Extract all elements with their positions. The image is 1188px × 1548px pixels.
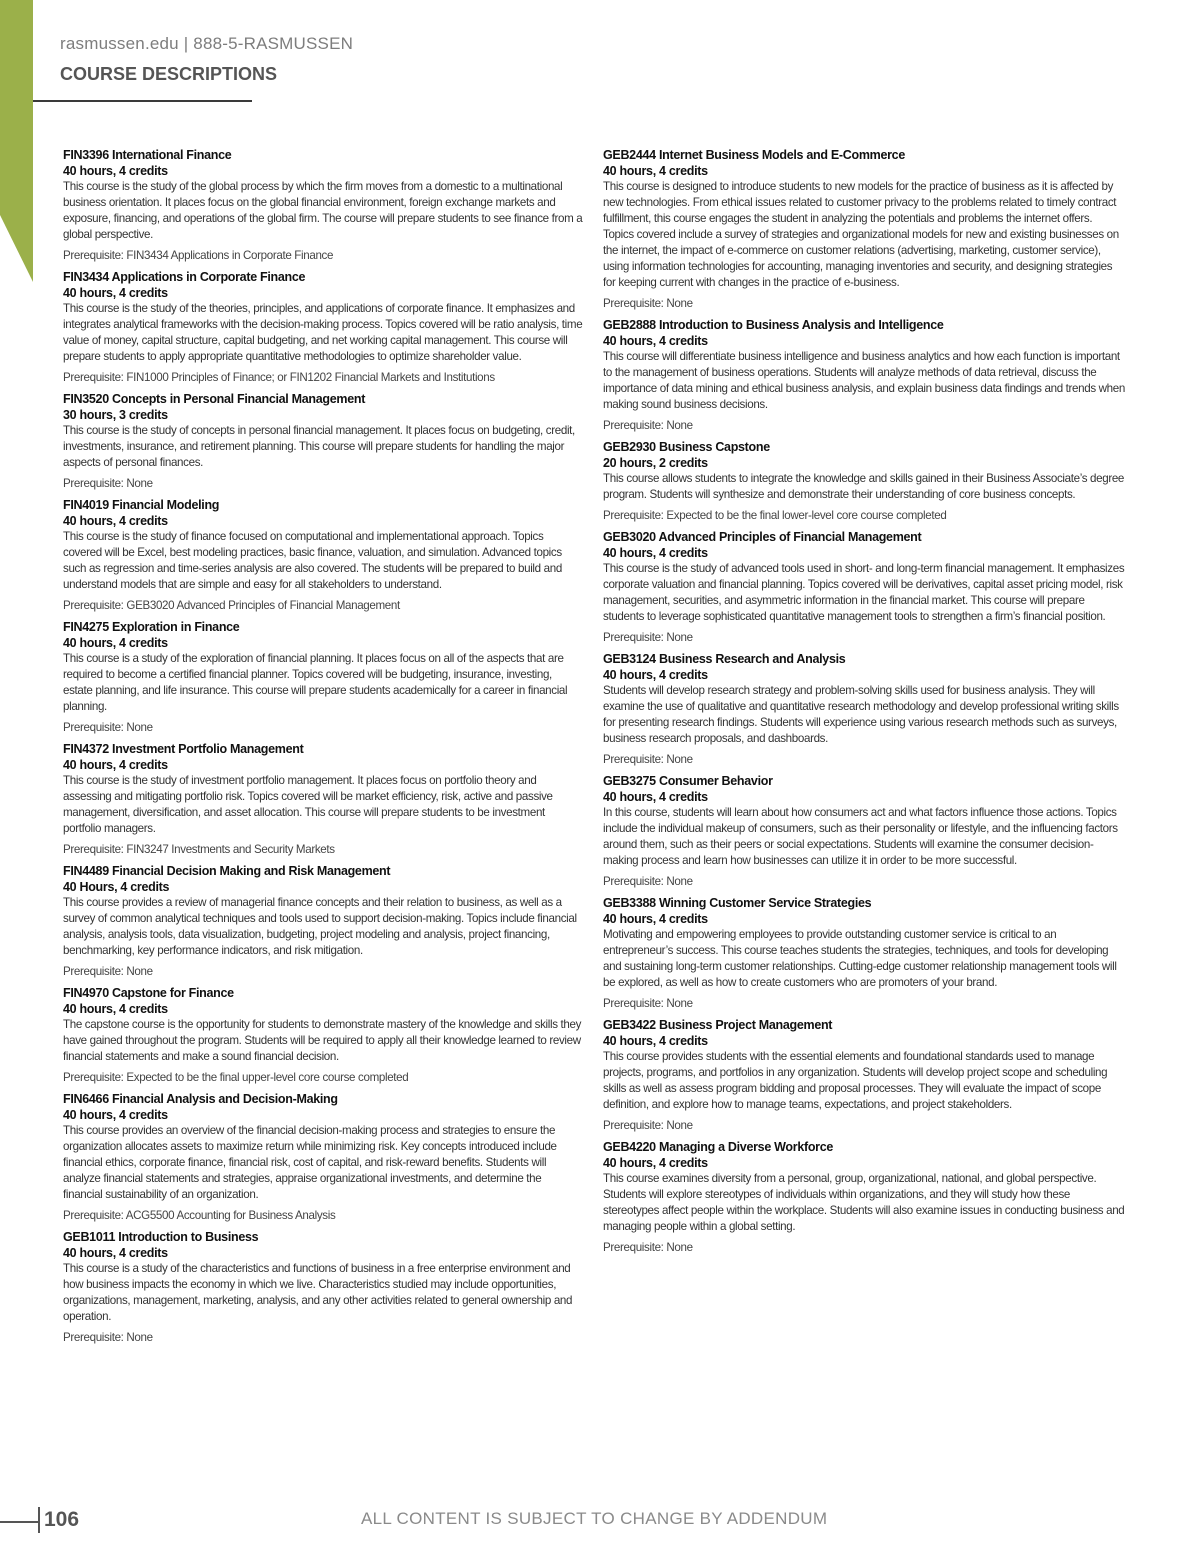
- course-hours: 40 hours, 4 credits: [63, 1002, 168, 1016]
- course-description: Students will develop research strategy and problem-solving skills used for business analysis. They will examine the use of qualitative and quantitative research methodology and develop professional writing skills for presenting research findings. Students will experience using various research methods such as surveys, business research proposals, and dashboards.: [603, 684, 1119, 745]
- course-description: This course is a study of the characteristics and functions of business in a free enterprise environment and how business impacts the economy in which we live. Characteristics studied may include opportunities, organizations, management, marketing, analysis, and any other activities related to general ownership and operation.: [63, 1262, 573, 1323]
- course-prerequisite: Prerequisite: Expected to be the final upper-level core course completed: [63, 1071, 409, 1084]
- course-entry: [63, 147, 583, 264]
- page-number: 106: [38, 1507, 79, 1533]
- course-entry: [603, 439, 1125, 524]
- course-title: GEB3388 Winning Customer Service Strategies: [603, 896, 872, 910]
- course-entry: [603, 147, 1125, 312]
- course-prerequisite: Prerequisite: None: [63, 477, 153, 490]
- right-column: [603, 147, 1125, 1261]
- course-title: GEB2888 Introduction to Business Analysis and Intelligence: [603, 318, 944, 332]
- header-divider: [33, 100, 252, 102]
- course-entry: [63, 269, 583, 386]
- course-title: GEB2444 Internet Business Models and E-Commerce: [603, 148, 905, 162]
- course-description: This course is the study of the global process by which the firm moves from a domestic to a multinational business orientation. It places focus on the global financial environment, foreign exchange markets and exposure, financing, and operations of the global firm. The course will prepare students to see finance from a global perspective.: [63, 180, 583, 241]
- course-prerequisite: Prerequisite: ACG5500 Accounting for Business Analysis: [63, 1209, 336, 1222]
- course-title: GEB1011 Introduction to Business: [63, 1230, 259, 1244]
- footer-note: ALL CONTENT IS SUBJECT TO CHANGE BY ADDENDUM: [361, 1509, 828, 1528]
- course-prerequisite: Prerequisite: None: [603, 875, 693, 888]
- course-title: FIN4489 Financial Decision Making and Risk Management: [63, 864, 391, 878]
- course-hours: 40 hours, 4 credits: [63, 636, 168, 650]
- course-entry: [603, 773, 1125, 890]
- course-prerequisite: Prerequisite: None: [63, 1331, 153, 1344]
- course-entry: [63, 391, 583, 492]
- course-title: FIN4970 Capstone for Finance: [63, 986, 234, 1000]
- course-prerequisite: Prerequisite: None: [603, 631, 693, 644]
- course-hours: 40 hours, 4 credits: [63, 1246, 168, 1260]
- course-entry: [63, 985, 583, 1086]
- course-description: This course is the study of advanced tools used in short- and long-term financial management. It emphasizes corporate valuation and financial planning. Topics covered will be derivatives, capital asset pricing model, risk management, securities, and asymmetric information in the financial market. This course will prepare students to leverage sophisticated quantitative management tools to strengthen a firm’s financial position.: [603, 562, 1125, 623]
- course-title: FIN3396 International Finance: [63, 148, 232, 162]
- page-title: COURSE DESCRIPTIONS: [60, 64, 278, 84]
- course-prerequisite: Prerequisite: Expected to be the final lower-level core course completed: [603, 509, 947, 522]
- course-description: This course provides an overview of the financial decision-making process and strategies to ensure the organization allocates assets to maximize return while minimizing risk. Key concepts introduced include financial ethics, corporate finance, financial risk, cost of capital, and risk-reward benefits. Students will analyze financial statements and strategies, appraise organizational investments, and determine the financial sustainability of an organization.: [63, 1124, 557, 1201]
- course-entry: [63, 1091, 583, 1224]
- site-contact-line: rasmussen.edu | 888-5-RASMUSSEN: [60, 34, 354, 53]
- course-hours: 40 hours, 4 credits: [603, 668, 708, 682]
- course-hours: 40 hours, 4 credits: [603, 912, 708, 926]
- course-entry: [603, 317, 1125, 434]
- course-entry: [603, 529, 1125, 646]
- course-entry: [63, 619, 583, 736]
- course-title: GEB3124 Business Research and Analysis: [603, 652, 846, 666]
- course-description: This course examines diversity from a personal, group, organizational, national, and global perspective. Students will explore stereotypes of individuals within organizations, and they will study how these stereotypes affect people within the workplace. Students will also examine issues in conducting business and managing people within a global setting.: [603, 1172, 1125, 1233]
- course-hours: 40 hours, 4 credits: [63, 164, 168, 178]
- course-hours: 40 hours, 4 credits: [63, 758, 168, 772]
- course-entry: [603, 1139, 1125, 1256]
- course-hours: 40 hours, 4 credits: [603, 546, 708, 560]
- course-prerequisite: Prerequisite: None: [603, 1241, 693, 1254]
- course-hours: 40 hours, 4 credits: [603, 790, 708, 804]
- course-hours: 40 hours, 4 credits: [63, 1108, 168, 1122]
- course-prerequisite: Prerequisite: FIN3434 Applications in Corporate Finance: [63, 249, 334, 262]
- course-description: This course provides students with the essential elements and foundational standards used to manage projects, programs, and portfolios in any organization. Students will develop project scope and scheduling skills as well as assess program bidding and proposal processes. They will evaluate the impact of scope definition, and explore how to manage teams, expectations, and project stakeholders.: [603, 1050, 1108, 1111]
- course-prerequisite: Prerequisite: None: [63, 721, 153, 734]
- course-prerequisite: Prerequisite: None: [603, 297, 693, 310]
- course-prerequisite: Prerequisite: None: [603, 753, 693, 766]
- course-hours: 20 hours, 2 credits: [603, 456, 708, 470]
- course-prerequisite: Prerequisite: None: [63, 965, 153, 978]
- course-hours: 40 hours, 4 credits: [603, 1034, 708, 1048]
- course-description: In this course, students will learn about how consumers act and what factors influence those actions. Topics include the individual makeup of consumers, such as their personality or lifestyle, and the influencing factors around them, such as their peers or social expectations. Students will examine the consumer decision-making process and learn how businesses can utilize it in order to be more successful.: [603, 806, 1118, 867]
- course-description: Motivating and empowering employees to provide outstanding customer service is critical to an entrepreneur’s success. This course teaches students the strategies, techniques, and tools for developing and sustaining long-term customer relationships. Cutting-edge customer relationship management tools will be explored, as well as how to create customers who are promoters of your brand.: [603, 928, 1117, 989]
- course-hours: 40 hours, 4 credits: [63, 286, 168, 300]
- course-title: FIN4372 Investment Portfolio Management: [63, 742, 304, 756]
- course-prerequisite: Prerequisite: FIN1000 Principles of Finance; or FIN1202 Financial Markets and Institutions: [63, 371, 495, 384]
- course-hours: 40 Hours, 4 credits: [63, 880, 170, 894]
- course-hours: 40 hours, 4 credits: [603, 334, 708, 348]
- course-entry: [603, 895, 1125, 1012]
- course-description: This course is the study of finance focused on computational and implementational approach. Topics covered will be Excel, best modeling practices, basic finance, valuation, and simulation. Advanced topics such as regression and time-series analysis are also covered. The students will be prepared to build and understand models that are simple and easy for all stakeholders to understand.: [63, 530, 562, 591]
- course-title: GEB2930 Business Capstone: [603, 440, 770, 454]
- left-column: [63, 147, 583, 1351]
- course-description: This course is the study of the theories, principles, and applications of corporate finance. It emphasizes and integrates analytical frameworks with the decision-making process. Topics covered will be ratio analysis, time value of money, capital structure, capital budgeting, and net working capital management. This course will prepare students to apply appropriate quantitative methodologies to optimize shareholder value.: [63, 302, 583, 363]
- course-description: This course allows students to integrate the knowledge and skills gained in their Business Associate’s degree program. Students will synthesize and demonstrate their understanding of core business concepts.: [603, 472, 1125, 501]
- course-hours: 40 hours, 4 credits: [63, 514, 168, 528]
- course-title: GEB4220 Managing a Diverse Workforce: [603, 1140, 834, 1154]
- course-entry: [63, 863, 583, 980]
- course-description: This course is designed to introduce students to new models for the practice of business as it is affected by new technologies. From ethical issues related to customer privacy to the problems related to timely contract fulfillment, this course engages the student in analyzing the potentials and problems the internet offers. Topics covered include a survey of strategies and organizational models for new and existing businesses on the internet, the impact of e-commerce on customer relations (advertising, marketing, customer service), using information technologies for accounting, managing inventories and security, and designing strategies for keeping current with changes in the practice of e-business.: [603, 180, 1119, 289]
- course-title: FIN6466 Financial Analysis and Decision-Making: [63, 1092, 338, 1106]
- course-hours: 30 hours, 3 credits: [63, 408, 168, 422]
- course-hours: 40 hours, 4 credits: [603, 164, 708, 178]
- course-description: This course provides a review of managerial finance concepts and their relation to business, as well as a survey of common analytical techniques and tools used to support decision-making. Topics include financial analysis, analysis tools, data visualization, budgeting, project modeling and analysis, project financing, benchmarking, key performance indicators, and risk mitigation.: [63, 896, 577, 957]
- course-prerequisite: Prerequisite: None: [603, 997, 693, 1010]
- course-entry: [63, 497, 583, 614]
- course-description: This course is the study of investment portfolio management. It places focus on portfolio theory and assessing and mitigating portfolio risk. Topics covered will be market efficiency, risk, active and passive management, diversification, and asset allocation. This course will prepare students to be investment portfolio managers.: [63, 774, 553, 835]
- course-prerequisite: Prerequisite: None: [603, 419, 693, 432]
- course-title: FIN3434 Applications in Corporate Finance: [63, 270, 306, 284]
- course-description: The capstone course is the opportunity for students to demonstrate mastery of the knowledge and skills they have gained throughout the program. Students will be required to apply all their knowledge learned to review financial statements and make a sound financial decision.: [63, 1018, 582, 1063]
- course-title: GEB3275 Consumer Behavior: [603, 774, 773, 788]
- course-description: This course is a study of the exploration of financial planning. It places focus on all of the aspects that are required to become a certified financial planner. Topics covered will be budgeting, insurance, investing, estate planning, and life insurance. This course will prepare students academically for a career in financial planning.: [63, 652, 568, 713]
- footer-divider: [0, 1521, 38, 1523]
- course-entry: [63, 741, 583, 858]
- course-entry: [603, 1017, 1125, 1134]
- course-hours: 40 hours, 4 credits: [603, 1156, 708, 1170]
- course-title: FIN4275 Exploration in Finance: [63, 620, 240, 634]
- course-prerequisite: Prerequisite: None: [603, 1119, 693, 1132]
- course-description: This course will differentiate business intelligence and business analytics and how each function is important to the management of business operations. Students will analyze methods of data retrieval, discuss the importance of data mining and ethical business analysis, and explain business data findings and trends when making sound business decisions.: [603, 350, 1125, 411]
- course-title: GEB3422 Business Project Management: [603, 1018, 833, 1032]
- course-title: FIN4019 Financial Modeling: [63, 498, 220, 512]
- course-prerequisite: Prerequisite: GEB3020 Advanced Principles of Financial Management: [63, 599, 400, 612]
- course-prerequisite: Prerequisite: FIN3247 Investments and Security Markets: [63, 843, 335, 856]
- course-description: This course is the study of concepts in personal financial management. It places focus on budgeting, credit, investments, insurance, and retirement planning. This course will prepare students for handling the major aspects of personal finances.: [63, 424, 575, 469]
- course-title: GEB3020 Advanced Principles of Financial Management: [603, 530, 922, 544]
- accent-notch: [0, 215, 33, 282]
- course-entry: [603, 651, 1125, 768]
- course-entry: [63, 1229, 583, 1346]
- course-title: FIN3520 Concepts in Personal Financial Management: [63, 392, 366, 406]
